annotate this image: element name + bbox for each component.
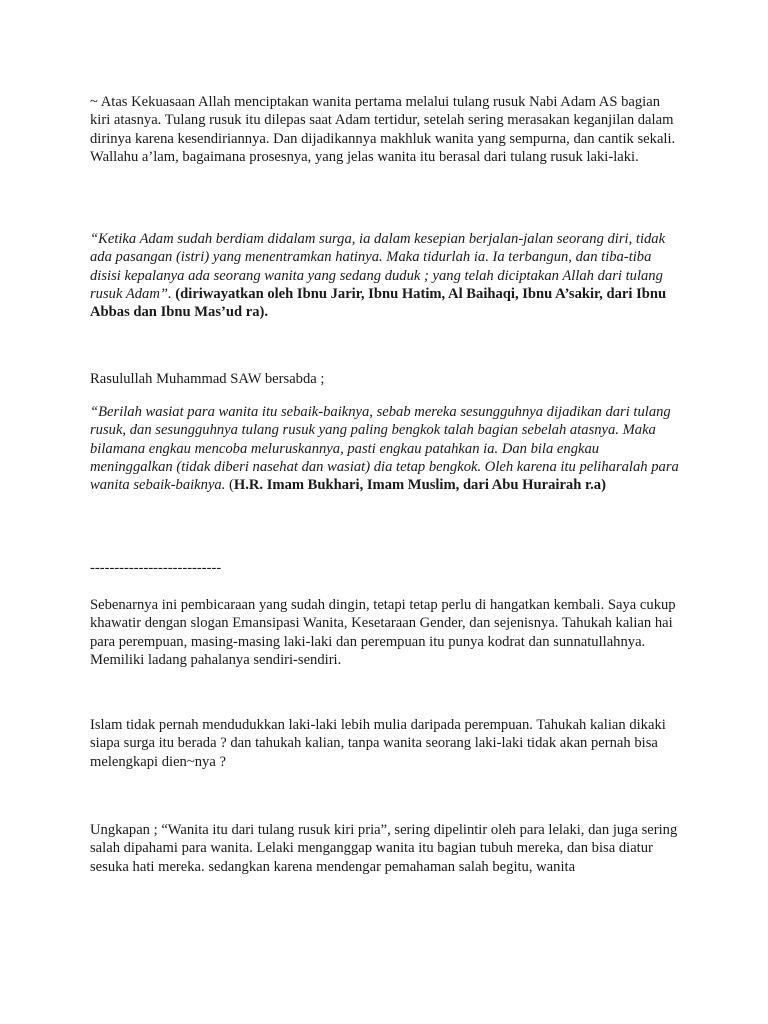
quote-ibnu-abbas-text: “Ketika Adam sudah berdiam didalam surga, ia dalam kesepian berjalan-jalan seorang diri, tidak ada pasangan (istri) yang menentramkan hatinya. Maka tidurlah ia. Ia terbangun, dan tiba-tiba disisi kepalanya ada seorang wanita yang sedang duduk ; yang telah diciptakan Allah dari tulang rusuk Adam”.	[90, 231, 666, 302]
paragraph-rasulullah-bersabda: Rasulullah Muhammad SAW bersabda ;	[90, 371, 325, 387]
paragraph-islam-tidak-pernah: Islam tidak pernah mendudukkan laki-laki lebih mulia daripada perempuan. Tahukah kalian dikaki siapa surga itu berada ? dan tahukah kalian, tanpa wanita seorang laki-laki tidak akan pernah bisa melengkapi dien~nya ?	[90, 717, 666, 770]
quote-hadith-reference: H.R. Imam Bukhari, Imam Muslim, dari Abu Hurairah r.a)	[233, 477, 606, 494]
dashed-divider: ---------------------------	[90, 560, 222, 576]
paragraph-creation-of-woman: ~ Atas Kekuasaan Allah menciptakan wanita pertama melalui tulang rusuk Nabi Adam AS bagian kiri atasnya. Tulang rusuk itu dilepas saat Adam tertidur, setelah sering merasakan keganjilan dalam dirinya karena kesendiriannya. Dan dijadikannya makhluk wanita yang sempurna, dan cantik sekali. Wallahu a’lam, bagaimana prosesnya, yang jelas wanita itu berasal dari tulang rusuk laki-laki.	[90, 94, 676, 165]
quote-hadith-text: “Berilah wasiat para wanita itu sebaik-baiknya, sebab mereka sesungguhnya dijadikan dari tulang rusuk, dan sesungguhnya tulang rusuk yang paling bengkok talah bagian sebelah atasnya. Maka bilamana engkau mencoba meluruskannya, pasti engkau patahkan ia. Dan bila engkau meninggalkan (tidak diberi nasehat dan wasiat) dia tetap bengkok. Oleh karena itu peliharalah para wanita sebaik-baiknya.	[90, 404, 679, 494]
quote-ibnu-abbas-reference: (diriwayatkan oleh Ibnu Jarir, Ibnu Hatim, Al Baihaqi, Ibnu A’sakir, dari Ibnu Abbas dan Ibnu Mas’ud ra).	[90, 285, 667, 321]
quote-hadith	[90, 403, 682, 494]
paragraph-ungkapan: Ungkapan ; “Wanita itu dari tulang rusuk kiri pria”, sering dipelintir oleh para lelaki, dan juga sering salah dipahami para wanita. Lelaki menganggap wanita itu bagian tubuh mereka, dan bisa diatur sesuka hati mereka. sedangkan karena mendengar pemahaman salah begitu, wanita	[90, 822, 678, 875]
paragraph-emansipasi: Sebenarnya ini pembicaraan yang sudah dingin, tetapi tetap perlu di hangatkan kembali. Saya cukup khawatir dengan slogan Emansipasi Wanita, Kesetaraan Gender, dan sejenisnya. Tahukah kalian hai para perempuan, masing-masing laki-laki dan perempuan itu punya kodrat dan sunnatullahnya. Memiliki ladang pahalanya sendiri-sendiri.	[90, 597, 676, 668]
quote-hadith-reference-open: (	[225, 477, 234, 494]
quote-ibnu-abbas	[90, 230, 682, 321]
